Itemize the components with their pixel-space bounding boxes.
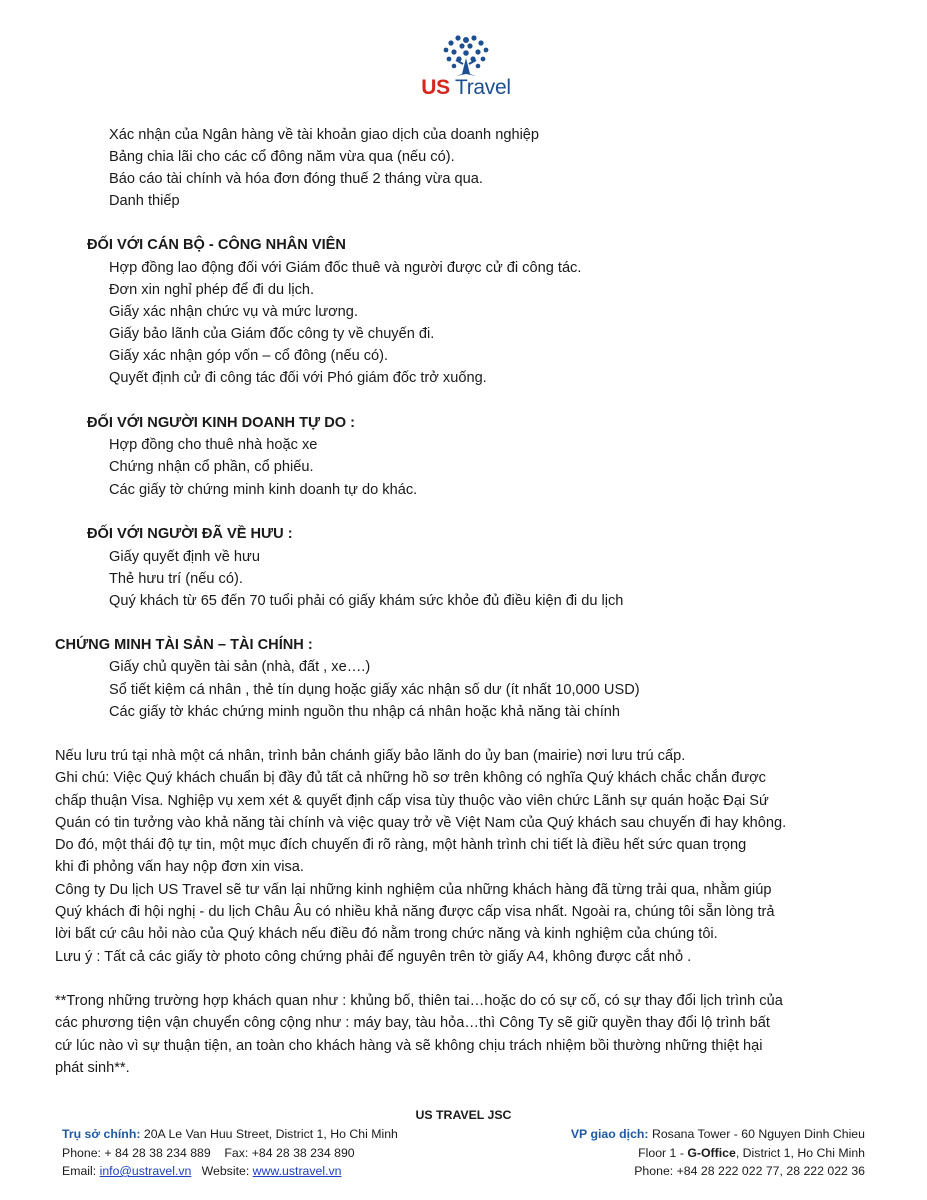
- section-heading-freelance: ĐỐI VỚI NGƯỜI KINH DOANH TỰ DO :: [87, 415, 356, 431]
- office-floor-post: , District 1, Ho Chi Minh: [735, 1145, 865, 1160]
- text-line: Do đó, một thái độ tự tin, một mục đích chuyến đi rõ ràng, một hành trình chi tiết là điều hết sức quan trọng: [55, 837, 747, 854]
- text-line: chấp thuận Visa. Nghiệp vụ xem xét & quyết định cấp visa tùy thuộc vào viên chức Lãnh sự quán hoặc Đại Sứ: [55, 792, 769, 809]
- office-label: VP giao dịch:: [570, 1127, 649, 1141]
- footer-hq: [62, 1125, 398, 1181]
- text-line: Lưu ý : Tất cả các giấy tờ photo công chứng phải để nguyên trên tờ giấy A4, không được cắt nhỏ .: [55, 948, 692, 965]
- list-item: Sổ tiết kiệm cá nhân , thẻ tín dụng hoặc giấy xác nhận số dư (ít nhất 10,000 USD): [109, 682, 640, 698]
- website-link[interactable]: www.ustravel.vn: [252, 1164, 342, 1178]
- list-item: Bảng chia lãi cho các cổ đông năm vừa qua (nếu có).: [109, 149, 455, 165]
- list-item: Quyết định cử đi công tác đối với Phó giám đốc trở xuống.: [109, 370, 487, 386]
- list-item: Các giấy tờ khác chứng minh nguồn thu nhập cá nhân hoặc khả năng tài chính: [109, 704, 621, 720]
- text-line: Công ty Du lịch US Travel sẽ tư vấn lại những kinh nghiệm của những khách hàng đã từng trải qua, nhằm giúp: [55, 881, 772, 898]
- section-heading-retired: ĐỐI VỚI NGƯỜI ĐÃ VỀ HƯU :: [87, 526, 293, 542]
- office-phone: Phone: +84 28 222 022 77, 28 222 022 36: [634, 1164, 865, 1178]
- list-item: Đơn xin nghỉ phép để đi du lịch.: [109, 282, 315, 298]
- text-line: lời bất cứ câu hỏi nào của Quý khách nếu điều đó nằm trong chức năng và kinh nghiệm của chúng tôi.: [55, 926, 718, 943]
- text-line: Quý khách đi hội nghị - du lịch Châu Âu có nhiều khả năng được cấp visa nhất. Ngoài ra, chúng tôi sẵn lòng trả: [55, 904, 775, 921]
- list-item: Các giấy tờ chứng minh kinh doanh tự do khác.: [109, 482, 418, 498]
- list-item: Báo cáo tài chính và hóa đơn đóng thuế 2 tháng vừa qua.: [109, 171, 483, 187]
- logo-travel: Travel: [454, 76, 511, 99]
- list-item: Thẻ hưu trí (nếu có).: [109, 571, 243, 587]
- list-item: Xác nhận của Ngân hàng về tài khoản giao dịch của doanh nghiệp: [109, 127, 540, 143]
- list-item: Quý khách từ 65 đến 70 tuổi phải có giấy khám sức khỏe đủ điều kiện đi du lịch: [109, 593, 624, 609]
- text-line: Quán có tin tưởng vào khả năng tài chính và việc quay trở về Việt Nam của Quý khách sau chuyến đi hay không.: [55, 814, 787, 831]
- list-item: Hợp đồng cho thuê nhà hoặc xe: [109, 437, 318, 453]
- text-line: **Trong những trường hợp khách quan như : khủng bố, thiên tai…hoặc do có sự cố, có sự thay đổi lịch trình của: [55, 993, 783, 1009]
- office-address: Rosana Tower - 60 Nguyen Dinh Chieu: [648, 1127, 865, 1141]
- list-item: Hợp đồng lao động đối với Giám đốc thuê và người được cử đi công tác.: [109, 260, 582, 276]
- section-heading-employees: ĐỐI VỚI CÁN BỘ - CÔNG NHÂN VIÊN: [87, 237, 346, 253]
- list-item: Chứng nhận cổ phần, cổ phiếu.: [109, 459, 314, 475]
- office-floor-pre: Floor 1 -: [638, 1145, 688, 1160]
- website-label: Website:: [191, 1164, 253, 1178]
- logo-wordmark: [416, 76, 516, 100]
- list-item: Giấy quyết định về hưu: [109, 549, 260, 565]
- text-line: Nếu lưu trú tại nhà một cá nhân, trình bản chánh giấy bảo lãnh do ủy ban (mairie) nơi lưu trú cấp.: [55, 748, 686, 764]
- email-link[interactable]: info@ustravel.vn: [99, 1164, 192, 1178]
- footer-company: US TRAVEL JSC: [415, 1108, 512, 1122]
- list-item: Danh thiếp: [109, 193, 180, 209]
- list-item: Giấy xác nhận góp vốn – cổ đông (nếu có).: [109, 348, 389, 364]
- list-item: Giấy bảo lãnh của Giám đốc công ty về chuyến đi.: [109, 326, 435, 342]
- footer-office: [571, 1125, 865, 1181]
- list-item: Giấy xác nhận chức vụ và mức lương.: [109, 304, 358, 320]
- notes-paragraph: [55, 745, 873, 968]
- hq-phone: Phone: + 84 28 38 234 889 Fax: +84 28 38 234 890: [62, 1145, 355, 1160]
- hq-label: Trụ sở chính:: [62, 1127, 141, 1141]
- section-heading-assets: CHỨNG MINH TÀI SẢN – TÀI CHÍNH :: [55, 637, 313, 653]
- text-line: Ghi chú: Việc Quý khách chuẩn bị đầy đủ tất cả những hồ sơ trên không có nghĩa Quý khách chắc chắn được: [55, 770, 766, 787]
- disclaimer-paragraph: [55, 990, 873, 1079]
- logo-us: US: [421, 76, 450, 99]
- text-line: các phương tiện vận chuyển công cộng như : máy bay, tàu hỏa…thì Công Ty sẽ giữ quyền thay đổi lộ trình bất: [55, 1015, 770, 1032]
- text-line: phát sinh**.: [55, 1059, 130, 1076]
- hq-address: 20A Le Van Huu Street, District 1, Ho Chi Minh: [140, 1127, 398, 1141]
- list-item: Giấy chủ quyền tài sản (nhà, đất , xe….): [109, 659, 371, 675]
- office-floor-bold: G-Office: [687, 1145, 736, 1160]
- text-line: cứ lúc nào vì sự thuận tiện, an toàn cho khách hàng và sẽ không chịu trách nhiệm bồi thường những thiệt hại: [55, 1037, 763, 1054]
- email-label: Email:: [62, 1164, 100, 1178]
- text-line: khi đi phỏng vấn hay nộp đơn xin visa.: [55, 859, 304, 876]
